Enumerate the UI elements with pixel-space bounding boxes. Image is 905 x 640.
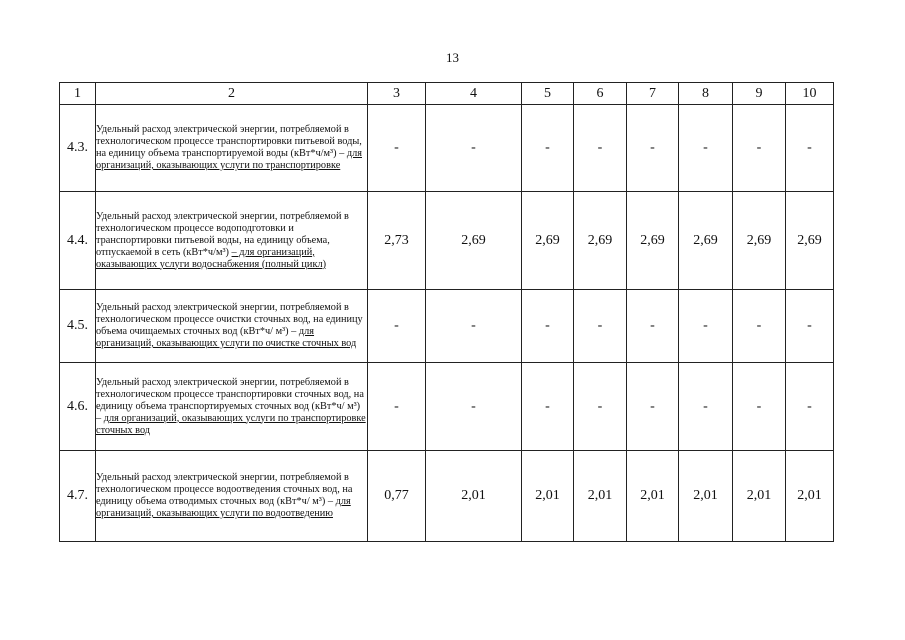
value-cell: -: [786, 290, 834, 363]
value-cell: -: [786, 105, 834, 192]
row-description: [96, 192, 368, 290]
header-row: [60, 83, 834, 105]
value-cell: 2,73: [368, 192, 426, 290]
value-cell: 2,01: [426, 451, 522, 542]
page-number: 13: [446, 50, 459, 65]
value-cell: -: [733, 105, 786, 192]
value-cell: -: [426, 105, 522, 192]
value-cell: -: [574, 105, 627, 192]
value-cell: -: [627, 290, 679, 363]
column-header: 2: [96, 83, 368, 105]
value-cell: 2,69: [522, 192, 574, 290]
value-cell: -: [522, 290, 574, 363]
indicators-table: [59, 82, 834, 542]
value-cell: 2,69: [679, 192, 733, 290]
column-header: 3: [368, 83, 426, 105]
row-number: 4.3.: [60, 105, 96, 192]
value-cell: 0,77: [368, 451, 426, 542]
value-cell: -: [786, 363, 834, 451]
description-underlined: – для организаций, оказывающих услуги водоснабжения (полный цикл): [96, 246, 327, 270]
value-cell: -: [368, 363, 426, 451]
value-cell: -: [627, 105, 679, 192]
value-cell: 2,69: [786, 192, 834, 290]
value-cell: -: [426, 363, 522, 451]
description-underlined: для организаций, оказывающих услуги по очистке сточных вод: [96, 326, 357, 349]
value-cell: 2,01: [627, 451, 679, 542]
value-cell: 2,01: [679, 451, 733, 542]
value-cell: 2,01: [733, 451, 786, 542]
description-text: Удельный расход электрической энергии, потребляемой в технологическом процессе транспортировки питьевой воды, на единицу объема транспортируемой воды (кВт*ч/м³) –: [96, 124, 362, 159]
description-text: Удельный расход электрической энергии, потребляемой в технологическом процессе водоотведения сточных вод, на единицу объема отводимых сточных вод (кВт*ч/ м³) –: [96, 472, 353, 507]
value-cell: 2,69: [627, 192, 679, 290]
row-description: [96, 363, 368, 451]
row-number: 4.4.: [60, 192, 96, 290]
row-description: [96, 290, 368, 363]
value-cell: -: [679, 105, 733, 192]
column-header: 9: [733, 83, 786, 105]
column-header: 10: [786, 83, 834, 105]
table-row: [60, 105, 834, 192]
column-header: 4: [426, 83, 522, 105]
description-underlined: для организаций, оказывающих услуги по транспортировке сточных вод: [96, 412, 366, 436]
row-number: 4.5.: [60, 290, 96, 363]
value-cell: -: [627, 363, 679, 451]
value-cell: -: [574, 363, 627, 451]
row-number: 4.7.: [60, 451, 96, 542]
row-number: 4.6.: [60, 363, 96, 451]
table-row: [60, 290, 834, 363]
description-text: Удельный расход электрической энергии, потребляемой в технологическом процессе транспортировки сточных вод, на единицу объема транспортируемых сточных вод (кВт*ч/ м³) –: [96, 376, 364, 424]
value-cell: -: [368, 105, 426, 192]
value-cell: -: [522, 105, 574, 192]
column-header: 5: [522, 83, 574, 105]
value-cell: 2,01: [574, 451, 627, 542]
description-underlined: для организаций, оказывающих услуги по водоотведению: [96, 496, 351, 519]
value-cell: 2,69: [574, 192, 627, 290]
value-cell: -: [733, 290, 786, 363]
column-header: 1: [60, 83, 96, 105]
value-cell: 2,69: [426, 192, 522, 290]
value-cell: -: [368, 290, 426, 363]
description-underlined: для организаций, оказывающих услуги по транспортировке: [96, 148, 362, 171]
value-cell: 2,69: [733, 192, 786, 290]
value-cell: -: [574, 290, 627, 363]
table-row: [60, 451, 834, 542]
value-cell: -: [733, 363, 786, 451]
value-cell: 2,01: [786, 451, 834, 542]
value-cell: -: [426, 290, 522, 363]
value-cell: -: [679, 363, 733, 451]
table-row: [60, 363, 834, 451]
table-row: [60, 192, 834, 290]
description-text: Удельный расход электрической энергии, потребляемой в технологическом процессе водоподготовки и транспортировки питьевой воды, на единицу объема, отпускаемой в сеть (кВт*ч/м³): [96, 210, 349, 258]
description-text: Удельный расход электрической энергии, потребляемой в технологическом процессе очистки сточных вод, на единицу объема очищаемых сточных вод (кВт*ч/ м³) –: [96, 302, 363, 337]
value-cell: -: [679, 290, 733, 363]
row-description: [96, 105, 368, 192]
column-header: 8: [679, 83, 733, 105]
value-cell: -: [522, 363, 574, 451]
column-header: 7: [627, 83, 679, 105]
row-description: [96, 451, 368, 542]
value-cell: 2,01: [522, 451, 574, 542]
column-header: 6: [574, 83, 627, 105]
